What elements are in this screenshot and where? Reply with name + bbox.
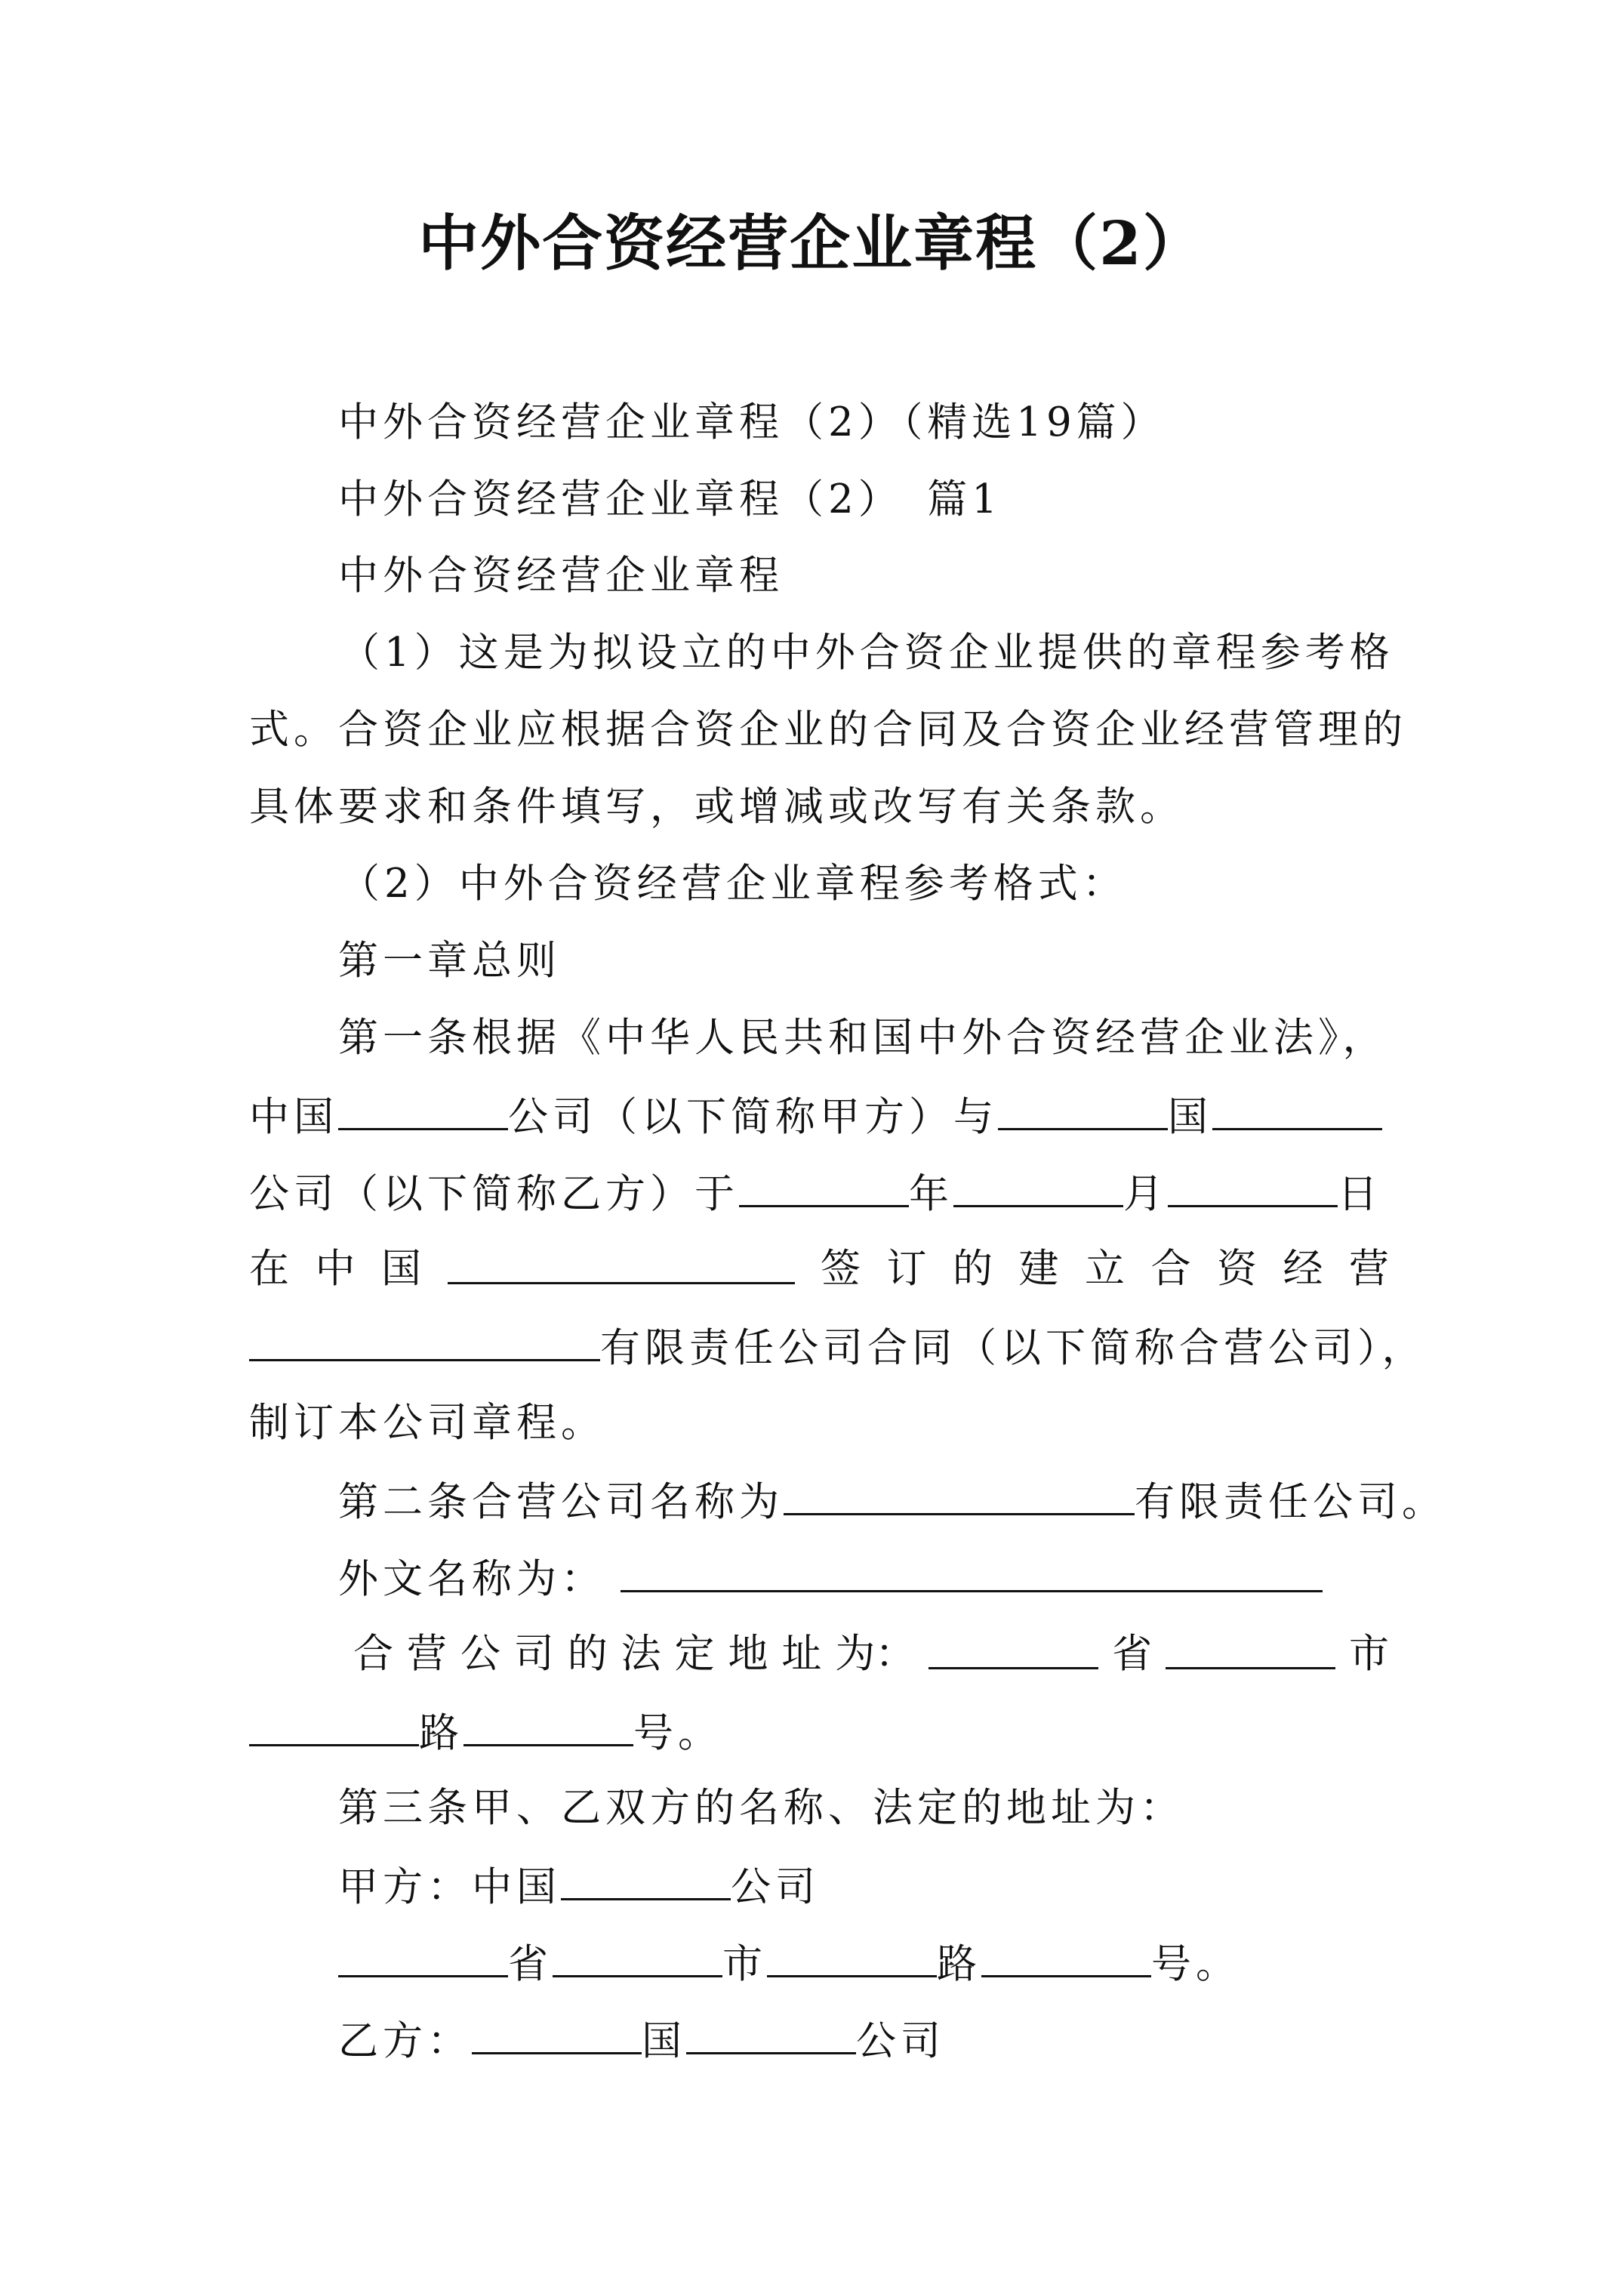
fill-blank	[981, 1936, 1151, 1977]
article-line	[249, 1705, 1389, 1760]
text-segment: 国	[1168, 1094, 1212, 1140]
subtitle-line: 中外合资经营企业章程（2）（精选19篇）	[338, 399, 1166, 445]
text-segment: 经	[1283, 1246, 1323, 1292]
text-segment: 公司（以下简称甲方）与	[508, 1094, 998, 1140]
text-segment: 市	[722, 1941, 767, 1987]
fill-blank	[249, 1705, 419, 1746]
text-segment: 有限责任公司。	[1135, 1479, 1446, 1525]
text-segment: 定	[674, 1631, 715, 1677]
text-segment: 资	[1217, 1246, 1257, 1292]
text-segment: 法	[621, 1631, 661, 1677]
article-line	[338, 1551, 1478, 1606]
article-line: 第一条根据《中华人民共和国中外合资经营企业法》，	[338, 1015, 1387, 1061]
article-line: 第三条甲、乙双方的名称、法定的地址为：	[338, 1785, 1184, 1831]
paragraph-line: 具体要求和条件填写，或增减或改写有关条款。	[249, 784, 1184, 830]
fill-blank	[448, 1243, 795, 1284]
section-name: 中外合资经营企业章程	[338, 553, 784, 599]
text-segment: 号。	[633, 1710, 722, 1756]
fill-blank	[1212, 1089, 1382, 1130]
section-heading: 中外合资经营企业章程（2） 篇1	[338, 476, 1002, 522]
text-segment: 为：	[835, 1631, 916, 1677]
paragraph-line: （1）这是为拟设立的中外合资企业提供的章程参考格	[340, 630, 1394, 676]
text-segment: 合	[1150, 1246, 1191, 1292]
text-segment: 路	[937, 1941, 981, 1987]
text-segment: 路	[419, 1710, 463, 1756]
fill-blank	[739, 1166, 909, 1207]
text-segment: 的	[567, 1631, 608, 1677]
text-segment: 有限责任公司合同（以下简称合营公司），	[600, 1325, 1427, 1371]
fill-blank	[621, 1551, 1323, 1592]
fill-blank	[338, 1089, 508, 1130]
fill-blank	[1168, 1166, 1338, 1207]
fill-blank	[953, 1166, 1123, 1207]
article-line	[338, 1859, 1478, 1914]
text-segment: 市	[1348, 1631, 1389, 1677]
text-segment: 月	[1123, 1171, 1168, 1217]
fill-blank	[553, 1936, 722, 1977]
text-segment: 甲方：中国	[338, 1864, 561, 1910]
fill-blank	[686, 2013, 856, 2054]
text-segment: 外文名称为：	[338, 1556, 605, 1602]
text-segment: 省	[1112, 1631, 1153, 1677]
text-segment: 司	[513, 1631, 554, 1677]
fill-blank	[929, 1628, 1098, 1669]
text-segment: 中国	[249, 1094, 338, 1140]
article-line	[249, 1243, 1389, 1296]
text-segment: 订	[886, 1246, 927, 1292]
article-line	[249, 1089, 1389, 1144]
article-line	[338, 2013, 1478, 2068]
fill-blank	[249, 1320, 600, 1361]
text-segment: 签	[821, 1246, 861, 1292]
text-segment: 合	[353, 1631, 393, 1677]
text-segment: 号。	[1151, 1941, 1240, 1987]
text-segment: 地	[728, 1631, 768, 1677]
article-line	[353, 1628, 1389, 1681]
article-line	[338, 1474, 1478, 1529]
document-title: 中外合资经营企业章程（2）	[418, 208, 1205, 279]
text-segment: 国	[642, 2018, 686, 2064]
text-segment: 公司	[731, 1864, 820, 1910]
text-segment: 址	[781, 1631, 822, 1677]
text-segment: 年	[909, 1171, 953, 1217]
paragraph-line: （2）中外合资经营企业章程参考格式：	[340, 861, 1127, 907]
article-line	[338, 1936, 1478, 1991]
article-line	[249, 1166, 1389, 1221]
text-segment: 立	[1085, 1246, 1125, 1292]
text-segment: 营	[406, 1631, 447, 1677]
text-segment: 的	[953, 1246, 993, 1292]
fill-blank	[998, 1089, 1168, 1130]
fill-blank	[472, 2013, 642, 2054]
fill-blank	[767, 1936, 937, 1977]
paragraph-line: 式。合资企业应根据合资企业的合同及合资企业经营管理的	[249, 707, 1407, 753]
text-segment: 建	[1018, 1246, 1059, 1292]
text-segment: 乙方：	[338, 2018, 472, 2064]
text-segment: 公	[460, 1631, 500, 1677]
fill-blank	[784, 1474, 1135, 1515]
text-segment: 省	[508, 1941, 553, 1987]
text-segment: 日	[1338, 1171, 1382, 1217]
text-segment: 第二条合营公司名称为	[338, 1479, 784, 1525]
fill-blank	[338, 1936, 508, 1977]
chapter-heading: 第一章总则	[338, 938, 561, 984]
fill-blank	[561, 1859, 731, 1900]
text-segment: 国	[381, 1246, 421, 1292]
fill-blank	[463, 1705, 633, 1746]
article-line: 制订本公司章程。	[249, 1400, 605, 1446]
article-line	[249, 1320, 1427, 1375]
fill-blank	[1166, 1628, 1335, 1669]
text-segment: 公司	[856, 2018, 945, 2064]
text-segment: 公司（以下简称乙方）于	[249, 1171, 739, 1217]
text-segment: 在	[249, 1246, 289, 1292]
text-segment: 中	[315, 1246, 356, 1292]
text-segment: 营	[1349, 1246, 1389, 1292]
